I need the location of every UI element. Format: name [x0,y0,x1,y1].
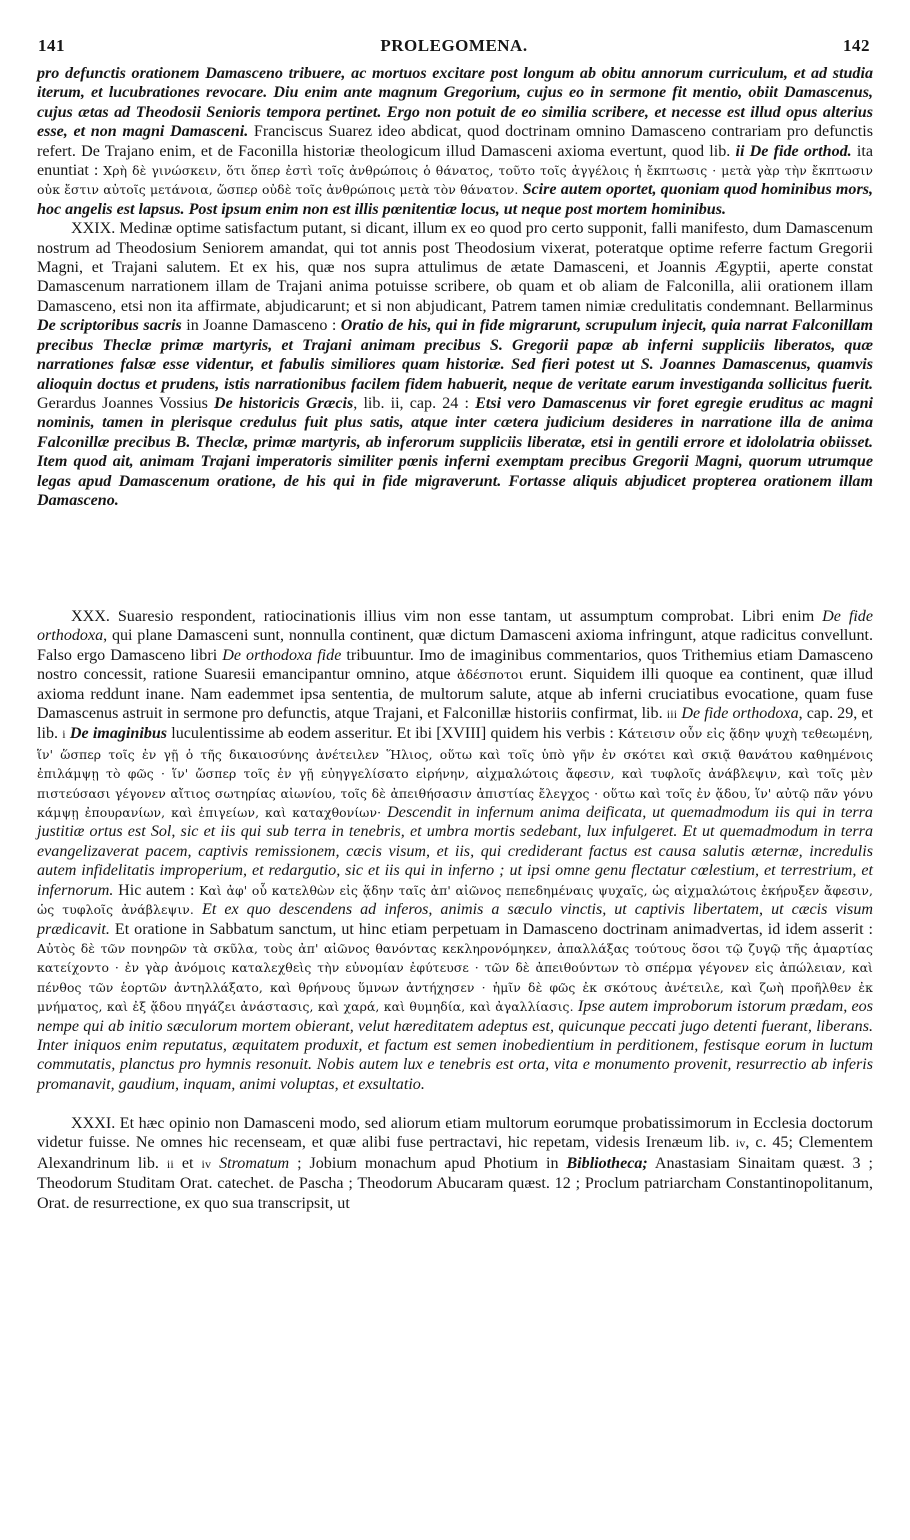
greek-quotation: Χρὴ δὲ γινώσκειν, ὅτι ὅπερ ἐστὶ τοῖς ἀνθρώποις ὁ θάνατος, τοῦτο τοῖς ἀγγέλοις ἡ ἔκπτωσις · μετὰ γὰρ τὴν ἔκπτωσιν οὐκ ἔστιν αὐτοῖς μετάνοια, ὥσπερ οὐδὲ τοῖς ἀνθρώποις μετὰ τὸν θάνατον. [37,163,873,198]
latin-italic-passage: pro defunctis orationem Damasceno tribuere, ac mortuos excitare post longum ab obitu annorum curriculum, et ad studia iterum, et lucubrationes revocare. Diu enim ante magnum Gregorium, cujus eo in sermone fit mentio, obiit Damascenus, cujus ætas ad Theodosii Senioris tempora pertinet. Ergo non potuit de eo similia scribere, et necesse est illud opus alterius esse, et non magni Damasceni. [37,65,873,141]
roman-text: , qui plane Damasceni sunt, nonnulla continent, quæ dictum Damasceni axioma infringunt, atque radicitus convellunt. Falso ergo Damasceno libri [37,627,873,664]
roman-text: , c. 45; Clementem Alexandrinum lib. [37,1134,873,1172]
roman-text: ita enuntiat : [37,142,874,180]
page-number-left: 141 [38,36,65,55]
book-number: iii [666,707,678,722]
roman-text: in Joanne Damasceno : [181,317,341,335]
latin-translation: Ipse autem improborum istorum prædam, eos nempe qui ab initio sæculorum mortem obierant, velut hæreditatem adeptus est, quicunque peccati jugo detenti fuerant, liberans. Inter iniquos enim reputatus, æquitatem produxit, et factum est semen inobedientium in perditionem, festisque eorum in luctum commutatis, planctus pro hymnis resonuit. Nobis autem lux e tenebris est orta, vita e monumento provenit, resurrectio ab inferis promanavit, gaudium, inquam, animi voluptas, et exsultatio. [37,998,873,1093]
work-title: De historicis Græcis [214,394,354,412]
vossius-quotation: Etsi vero Damascenus vir foret egregie eruditus ac magni nominis, tamen in plerisque credulus fuit plus satis, atque inter cætera judicium desideres in narratione illa de anima Falconillæ precibus B. Theclæ, primæ martyris, ab inferorum suppliciis liberatæ, etsi in gentili errore et idololatria obiisset. Item quod ait, animam Trajani imperatoris similiter pœnis inferni exemptam precibus Gregorii Magni, quorum utrumque legas apud Damascenum oratione, de his qui in fide migraverunt. Fortasse aliquis abjudicet propterea orationem illam Damasceno. [37,394,873,509]
work-title: De fide orthodoxa [37,608,873,645]
roman-text: tribuuntur. Imo de imaginibus commentarios, quos Trithemius etiam Damasceno nostro concessit, ratione Suaresii emancipantur omnino, atque [37,646,873,684]
book-number: i [62,727,66,742]
book-number: iv [735,1136,746,1151]
roman-text: erunt. Siquidem illi quoque ea continent, quæ illud axioma reddunt inane. Nam eademmet ipsa sententia, de multorum salute, atque ab inferni cruciatibus evocatione, quam fuse Damascenus astruit in sermone pro defunctis, atque Trajani, et Falconillæ historiis confirmat, lib. [37,666,873,723]
roman-text: Gerardus Joannes Vossius [37,394,214,412]
running-head [38,36,870,58]
book-reference: ii De fide orthod. [735,142,852,160]
book-number: iv [201,1156,212,1171]
roman-text: Franciscus Suarez ideo abdicat, quod doctrinam omnino Damasceno contrariam pro defunctis refert. De Trajano enim, et de Faconilla historiæ theologicum illud Damasceni axioma evertunt, quod lib. [37,123,873,160]
work-title: De orthodoxa fide [222,646,342,664]
page-number-right: 142 [843,36,870,55]
work-title: Bibliotheca; [566,1154,648,1172]
greek-quotation: Αὐτὸς δὲ τῶν πονηρῶν τὰ σκῦλα, τοὺς ἀπ' αἰῶνος θανόντας κεκληρονόμηκεν, ἀπαλλάξας τούτους ὅσοι τῷ ζυγῷ τῆς ἁμαρτίας κατείχοντο · ἐν γὰρ ἀνόμοις καταλεχθεὶς τὴν εὐνομίαν ἐφύτευσε · τῶν δὲ ἀπειθούντων τὸ σπέρμα γέγονεν εἰς ἀπώλειαν, καὶ πένθος τῶν ἑορτῶν ἀντηλλάξατο, καὶ θρήνους ὕμνων ἀντήχησεν · ἡμῖν δὲ φῶς ἐκ σκότους ἀνέτειλε, καὶ ζωὴ προῆλθεν ἐκ μνήματος, καὶ ἐξ ᾅδου πηγάζει ἀνάστασις, καὶ χαρά, καὶ θυμηδία, καὶ ἀγαλλίασις. [37,940,873,1015]
roman-text: Anastasiam Sinaitam quæst. 3 ; Theodorum Studitam Orat. catechet. de Pascha ; Theodorum Abucaram quæst. 12 ; Proclum patriarcham Constantinopolitanum, Orat. de resurrectione, ex quo sua transcripsit, ut [37,1154,873,1212]
roman-text: , cap. 29, et lib. [37,705,873,743]
latin-translation: Descendit in infernum anima deificata, ut quemadmodum iis qui in terra justitiæ ortus est Sol, sic et iis qui sub terra in tenebris, et umbra mortis sedebant, lux infulgeret. Et ut quemadmodum in terra evangelizaverat pacem, captivis remissionem, cæcis visum, et iis, qui crediderant factus est causa salutis æternæ, incredulis autem infidelitatis improperium, et redargutio, sic et iis qui in inferno ; ut ipsi omne genu flectatur cœlestium, et terrestrium, et infernorum. [37,804,873,899]
greek-word: ἀδέσποτοι [457,667,524,683]
latin-translation: Scire autem oportet, quoniam quod hominibus mors, hoc angelis est lapsus. Post ipsum enim non est illis pœnitentiæ locus, ut neque post mortem hominibus. [37,181,873,218]
work-title: Stromatum [219,1154,290,1172]
running-title: PROLEGOMENA. [380,36,528,55]
roman-text: ; Jobium monachum apud Photium in [289,1154,567,1172]
section-xxix-text: XXIX. Medinæ optime satisfactum putant, si dicant, illum ex eo quod pro certo supponit, falli manifesto, dum Damascenum nostrum ad Theodosium Seniorem amandat, qui tot annis post Theodosium vixerat, poteratque optime referre factum Gregorii Magni, et Trajani salutem. Et ex his, quæ nos supra attulimus de ætate Damasceni, et Joannis Ægyptii, aperte constat Damascenum narrationem illam de Trajani anima potuisse scribere, ob quam et ob aliam de Falconilla, alii orationem illam Damasceno, etsi non ita affirmate, abjudicarunt; et si non abjudicant, Patrem tamen nimiæ credulitatis condemnant. Bellarminus [37,220,873,315]
bellarmine-quotation: Oratio de his, qui in fide migrarunt, scrupulum injecit, quia narrat Falconillam precibus Theclæ primæ martyris, et Trajani animam precibus S. Gregorii papæ ab inferni suppliciis liberatos, quæ narrationes falsæ esse videntur, et fabulis similiores quam historiæ. Sed fieri potest ut S. Joannes Damascenus, quamvis alioquin doctus et prudens, istis narrationibus facilem fidem habuerit, neque de veritate earum investiganda sollicitus fuerit. [37,317,874,393]
work-title: De scriptoribus sacris [37,317,182,335]
section-xxxi [37,1114,873,1213]
roman-text: et [173,1154,202,1172]
roman-text: , lib. ii, cap. 24 : [353,394,476,412]
section-xxx [37,607,873,1094]
greek-quotation: Κάτεισιν οὖν εἰς ᾅδην ψυχὴ τεθεωμένη, ἵν' ὥσπερ τοῖς ἐν γῇ ὁ τῆς δικαιοσύνης ἀνέτειλεν Ἥλιος, οὕτω καὶ τοῖς ὑπὸ γῆν ἐν σκότει καὶ σκιᾷ θανάτου καθημένοις ἐπιλάμψῃ τὸ φῶς · ἵν' ὥσπερ τοῖς ἐν γῇ εὐηγγελίσατο εἰρήνην, αἰχμαλώτοις ἄφεσιν, καὶ τυφλοῖς ἀνάβλεψιν, καὶ τοῖς μὲν πιστεύσασι γέγονεν αἴτιος σωτηρίας αἰωνίου, τοῖς δὲ ἀπειθήσασιν ἀπιστίας ἔλεγχος · οὕτω καὶ τοῖς ἐν ᾅδου, ἵν' αὐτῷ πᾶν γόνυ κάμψῃ ἐπουρανίων, καὶ ἐπιγείων, καὶ καταχθονίων· [37,726,874,821]
roman-text: Hic autem : [113,881,200,899]
roman-text: luculentissime ab eodem asseritur. Et ibi [XVIII] quidem his verbis : [167,725,618,743]
roman-text: XXX. Suaresio respondent, ratiocinationis illius vim non esse tantam, ut assumptum comprobat. Libri enim [71,608,823,625]
work-title: De fide orthodoxa [681,705,799,723]
latin-translation: Et ex quo descendens ad inferos, animis a sæculo vinctis, ut captivis libertatem, ut cæcis visum prædicavit. [37,901,873,938]
book-number: ii [166,1156,174,1171]
roman-text: XXXI. Et hæc opinio non Damasceni modo, sed aliorum etiam multorum eorumque probatissimorum in Ecclesia doctorum videtur fuisse. Ne omnes hic recenseam, et quæ alibi fuse pertractavi, hic repetam, videsis Irenæum lib. [37,1115,873,1152]
text-block-continuation [37,64,873,510]
work-title: De imaginibus [69,725,168,743]
roman-text: Et oratione in Sabbatum sanctum, ut hinc etiam perpetuam in Damasceno doctrinam animadvertas, id idem asserit : [109,920,873,938]
greek-quotation: Καὶ ἀφ' οὗ κατελθὼν εἰς ᾅδην ταῖς ἀπ' αἰῶνος πεπεδημέναις ψυχαῖς, ὡς αἰχμαλώτοις ἐκήρυξεν ἄφεσιν, ὡς τυφλοῖς ἀνάβλεψιν. [37,882,873,918]
